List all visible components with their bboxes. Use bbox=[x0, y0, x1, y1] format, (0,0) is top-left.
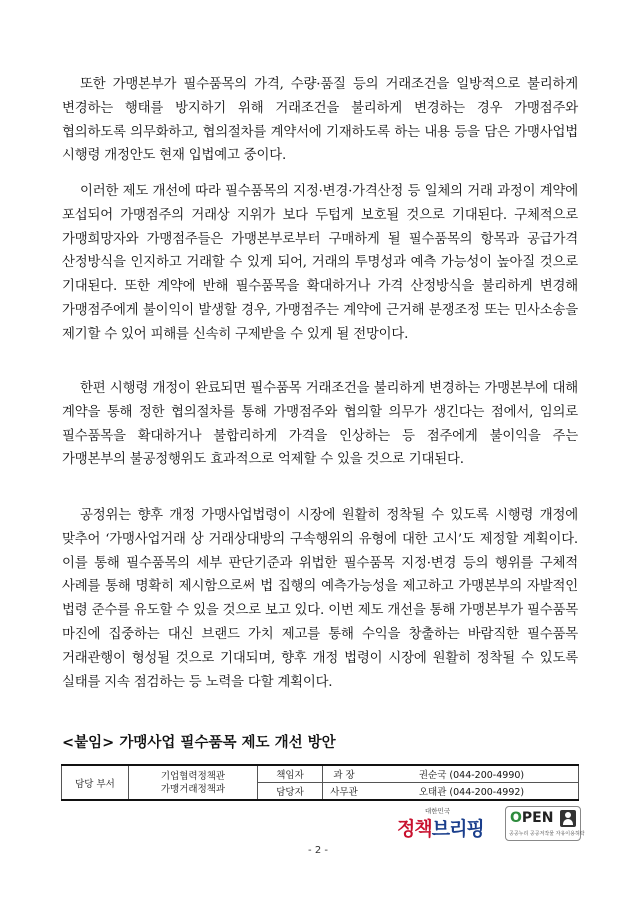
open-license-badge bbox=[505, 806, 585, 841]
attribution-person-icon bbox=[560, 810, 576, 827]
page-number: - 2 - bbox=[308, 845, 328, 856]
contact-role: 사무관 bbox=[323, 783, 366, 801]
paragraph-2: 이러한 제도 개선에 따라 필수품목의 지정·변경·가격산정 등 일체의 거래 과정이 계약에 포섭되어 가맹점주의 거래상 지위가 보다 두텁게 보호될 것으로 기대된다. 구체적으로 가맹희망자와 가맹점주들은 가맹본부로부터 구매하게 될 필수품목의 항목과 공급가격 산정방식을 인지하고 거래할 수 있게 되어, 거래의 투명성과 예측 가능성이 높아질 것으로 기대된다. 또한 계약에 반해 필수품목을 확대하거나 가격 산정방식을 불리하게 변경해 가맹점주에게 불이익이 발생할 경우, 가맹점주는 계약에 근거해 분쟁조정 또는 민사소송을 제기할 수 있어 피해를 신속히 구제받을 수 있게 될 전망이다. bbox=[62, 184, 578, 342]
contact-name: 권순국 (044-200-4990) bbox=[365, 765, 579, 783]
policy-briefing-logo bbox=[397, 806, 499, 840]
open-word: OPEN bbox=[510, 810, 554, 826]
contact-row-manager bbox=[62, 765, 579, 783]
paragraph-4: 공정위는 향후 개정 가맹사업법령이 시장에 원활히 정착될 수 있도록 시행령 개정에 맞추어 ‘가맹사업거래 상 거래상대방의 구속행위의 유형에 대한 고시’도 제정할 계획이다. 이를 통해 필수품목의 세부 판단기준과 위법한 필수품목 지정·변경 등의 행위를 구체적 사례를 통해 명확히 제시함으로써 법 집행의 예측가능성을 제고하고 가맹본부의 자발적인 법령 준수를 유도할 수 있을 것으로 보고 있다. 이번 제도 개선을 통해 가맹본부가 필수품목 마진에 집중하는 대신 브랜드 가치 제고를 통해 수익을 창출하는 바람직한 필수품목 거래관행이 형성될 것으로 기대되며, 향후 개정 법령이 시장에 원활히 정착될 수 있도록 실태를 지속 점검하는 등 노력을 다할 계획이다. bbox=[62, 508, 578, 690]
contact-role: 과 장 bbox=[323, 765, 366, 783]
open-license-caption: 공공누리 공공저작물 자유이용허락 bbox=[509, 831, 585, 837]
contact-title: 책임자 bbox=[258, 765, 323, 783]
contact-table bbox=[61, 764, 579, 801]
logo-small-text: 대한민국 bbox=[425, 807, 451, 815]
paragraph-1: 또한 가맹본부가 필수품목의 가격, 수량·품질 등의 거래조건을 일방적으로 불리하게 변경하는 행태를 방지하기 위해 거래조건을 불리하게 변경하는 경우 가맹점주와 협의하도록 의무화하고, 협의절차를 계약서에 기재하도록 하는 내용 등을 담은 가맹사업법 시행령 개정안도 현재 입법예고 중이다. bbox=[62, 77, 578, 164]
contact-title: 담당자 bbox=[258, 783, 323, 801]
contact-department bbox=[129, 765, 258, 800]
attachment-heading: <붙임> 가맹사업 필수품목 제도 개선 방안 bbox=[62, 735, 336, 751]
paragraph-3: 한편 시행령 개정이 완료되면 필수품목 거래조건을 불리하게 변경하는 가맹본부에 대해 계약을 통해 정한 협의절차를 통해 가맹점주와 협의할 의무가 생긴다는 점에서, 임의로 필수품목을 확대하거나 불합리하게 가격을 인상하는 등 점주에게 불이익을 주는 가맹본부의 불공정행위도 효과적으로 억제할 수 있을 것으로 기대된다. bbox=[62, 381, 578, 468]
logo-main-text: 정책브리핑 bbox=[397, 818, 484, 840]
department-line-1: 기업협력정책관 bbox=[160, 770, 226, 782]
department-line-2: 가맹거래정책과 bbox=[160, 783, 226, 795]
contact-label: 담당 부서 bbox=[62, 765, 129, 800]
contact-name: 오태관 (044-200-4992) bbox=[365, 783, 579, 801]
